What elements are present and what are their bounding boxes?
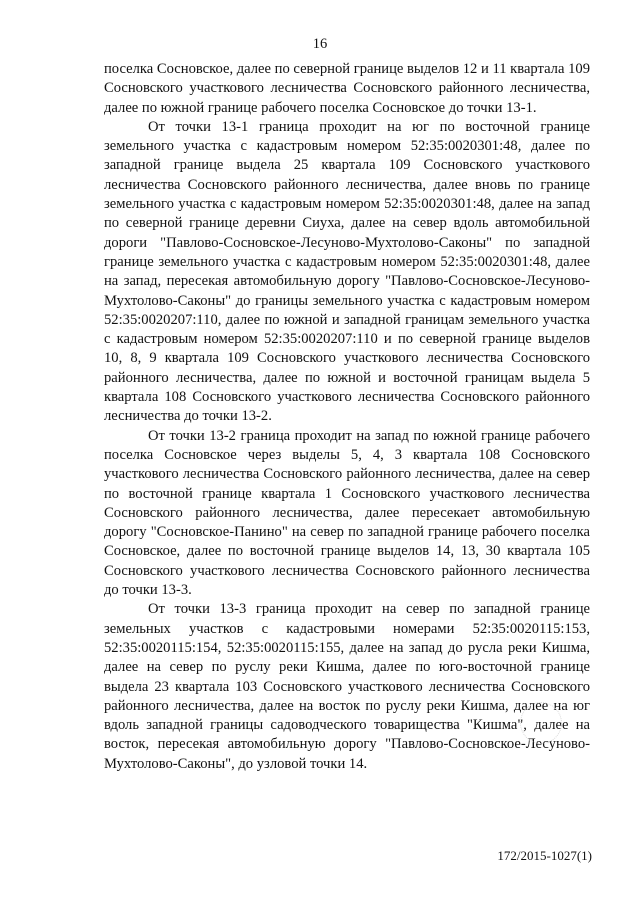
document-footer-code: 172/2015-1027(1)	[497, 848, 592, 863]
document-body	[104, 60, 590, 774]
page-number: 16	[312, 36, 328, 52]
paragraph-2: От точки 13-1 граница проходит на юг по восточной границе земельного участка с кадастровым номером 52:35:0020301:48, далее по западной границе выдела 25 квартала 109 Сосновского участкового лесничества Сосновского районного лесничества, далее вновь по границе земельного участка с кадастровым номером 52:35:0020301:48, далее на запад по северной границе деревни Сиуха, далее на север вдоль автомобильной дороги "Павлово-Сосновское-Лесуново-Мухтолово-Саконы" по западной границе земельного участка с кадастровым номером 52:35:0020301:48, далее на запад, пересекая автомобильную дорогу "Павлово-Сосновское-Лесуново-Мухтолово-Саконы" до границы земельного участка с кадастровым номером 52:35:0020207:110, далее по южной и западной границам земельного участка с кадастровым номером 52:35:0020207:110 и по северной границе выделов 10, 8, 9 квартала 109 Сосновского участкового лесничества Сосновского районного лесничества, далее по южной и восточной границам выдела 5 квартала 108 Сосновского участкового лесничества Сосновского районного лесничества до точки 13-2.	[104, 118, 590, 425]
paragraph-4: От точки 13-3 граница проходит на север по западной границе земельных участков с кадастровыми номерами 52:35:0020115:153, 52:35:0020115:154, 52:35:0020115:155, далее на запад до русла реки Кишма, далее на север по руслу реки Кишма, далее по юго-восточной границе выдела 23 квартала 103 Сосновского участкового лесничества Сосновского районного лесничества, далее на восток по руслу реки Кишма, далее на юг вдоль западной границы садоводческого товарищества "Кишма", далее на восток, пересекая автомобильную дорогу "Павлово-Сосновское-Лесуново-Мухтолово-Саконы", до узловой точки 14.	[104, 601, 590, 772]
paragraph-3: От точки 13-2 граница проходит на запад по южной границе рабочего поселка Сосновское через выделы 5, 4, 3 квартала 108 Сосновского участкового лесничества Сосновского районного лесничества, далее на север по восточной границе квартала 1 Сосновского участкового лесничества Сосновского районного лесничества, далее пересекает автомобильную дорогу "Сосновское-Панино" на север по западной границе рабочего поселка Сосновское, далее по восточной границе выделов 14, 13, 30 квартала 105 Сосновского участкового лесничества Сосновского районного лесничества до точки 13-3.	[104, 427, 590, 599]
faint-stamp-mark	[520, 702, 562, 744]
paragraph-1: поселка Сосновское, далее по северной границе выделов 12 и 11 квартала 109 Сосновского участкового лесничества Сосновского районного лесничества, далее по южной границе рабочего поселка Сосновское до точки 13-1.	[104, 61, 590, 116]
